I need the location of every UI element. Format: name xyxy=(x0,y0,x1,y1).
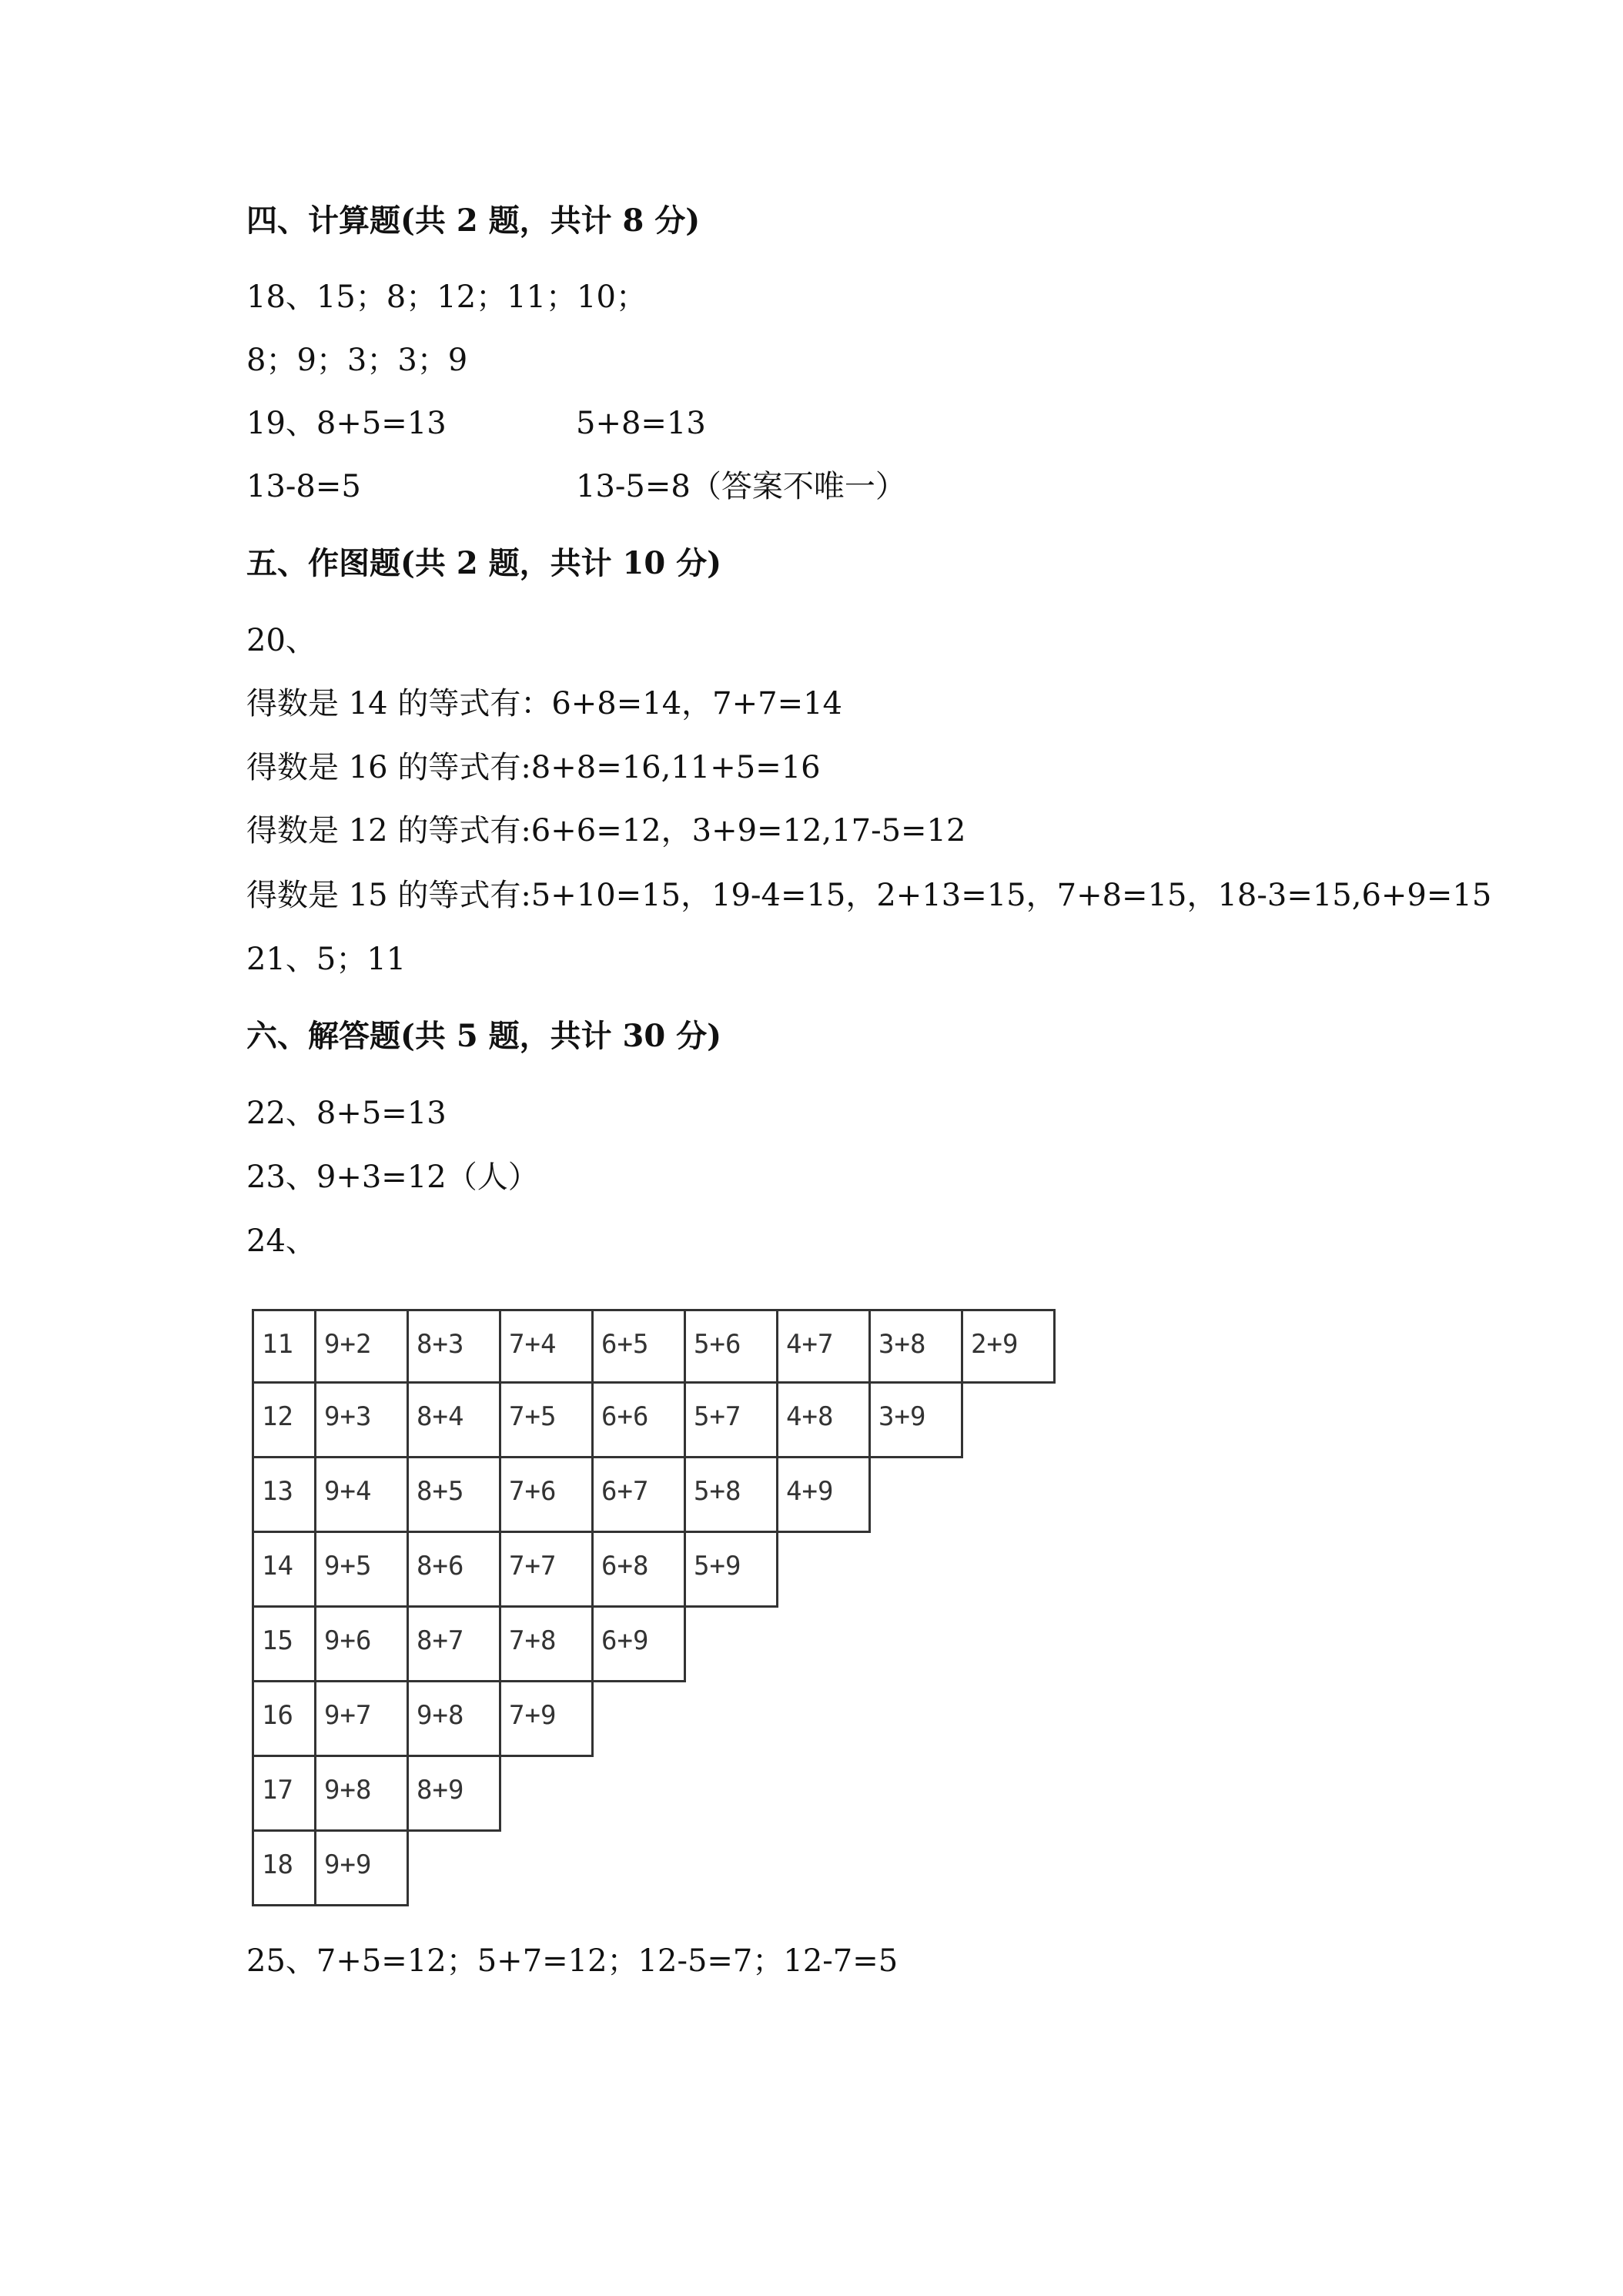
table-expression-cell: 5+9 xyxy=(684,1531,778,1608)
q20-line-4: 得数是 15 的等式有:5+10=15，19-4=15，2+13=15，7+8=15，18-3=15,6+9=15 xyxy=(246,878,1492,913)
table-expression-cell: 8+9 xyxy=(407,1755,501,1832)
table-expression-cell: 4+7 xyxy=(776,1309,871,1384)
q20-line-1: 得数是 14 的等式有：6+8=14，7+7=14 xyxy=(246,686,842,721)
q20-label: 20、 xyxy=(246,623,316,658)
table-expression-cell: 9+3 xyxy=(314,1381,409,1458)
q18-line-1: 18、15；8；12；11；10； xyxy=(246,279,647,315)
table-expression-cell: 6+9 xyxy=(591,1605,686,1682)
table-expression-cell: 9+4 xyxy=(314,1456,409,1533)
table-expression-cell: 4+8 xyxy=(776,1381,871,1458)
table-expression-cell: 8+6 xyxy=(407,1531,501,1608)
table-expression-cell: 7+4 xyxy=(499,1309,594,1384)
q19-line-1-right: 5+8=13 xyxy=(576,406,706,441)
q21-answer: 21、5；11 xyxy=(246,942,407,977)
table-expression-cell: 8+3 xyxy=(407,1309,501,1384)
q24-label: 24、 xyxy=(246,1223,316,1259)
table-expression-cell: 3+8 xyxy=(868,1309,963,1384)
table-expression-cell: 7+9 xyxy=(499,1680,594,1757)
q18-line-2: 8；9；3；3；9 xyxy=(246,343,468,378)
q20-line-3: 得数是 12 的等式有:6+6=12，3+9=12,17-5=12 xyxy=(246,813,966,848)
table-expression-cell: 9+8 xyxy=(407,1680,501,1757)
table-row-sum-cell: 13 xyxy=(252,1456,316,1533)
q19-line-1-left: 19、8+5=13 xyxy=(246,406,447,441)
table-row-sum-cell: 18 xyxy=(252,1829,316,1906)
table-expression-cell: 9+5 xyxy=(314,1531,409,1608)
table-row-sum-cell: 17 xyxy=(252,1755,316,1832)
table-row-sum-cell: 15 xyxy=(252,1605,316,1682)
table-expression-cell: 6+6 xyxy=(591,1381,686,1458)
table-expression-cell: 6+7 xyxy=(591,1456,686,1533)
table-expression-cell: 5+6 xyxy=(684,1309,778,1384)
table-expression-cell: 9+9 xyxy=(314,1829,409,1906)
table-expression-cell: 7+6 xyxy=(499,1456,594,1533)
q25-answer: 25、7+5=12；5+7=12；12-5=7；12-7=5 xyxy=(246,1943,899,1979)
table-expression-cell: 3+9 xyxy=(868,1381,963,1458)
table-row-sum-cell: 11 xyxy=(252,1309,316,1384)
section-4-heading: 四、计算题(共 2 题，共计 8 分) xyxy=(246,202,701,239)
q23-answer: 23、9+3=12（人） xyxy=(246,1160,539,1195)
q19-line-2-right: 13-5=8（答案不唯一） xyxy=(576,469,906,504)
table-expression-cell: 8+5 xyxy=(407,1456,501,1533)
table-row-sum-cell: 16 xyxy=(252,1680,316,1757)
table-expression-cell: 6+5 xyxy=(591,1309,686,1384)
q22-answer: 22、8+5=13 xyxy=(246,1096,447,1131)
table-expression-cell: 4+9 xyxy=(776,1456,871,1533)
section-5-heading: 五、作图题(共 2 题，共计 10 分) xyxy=(246,545,722,581)
table-expression-cell: 8+4 xyxy=(407,1381,501,1458)
table-expression-cell: 9+8 xyxy=(314,1755,409,1832)
table-row-sum-cell: 12 xyxy=(252,1381,316,1458)
section-6-heading: 六、解答题(共 5 题，共计 30 分) xyxy=(246,1018,722,1054)
table-expression-cell: 5+7 xyxy=(684,1381,778,1458)
table-row-sum-cell: 14 xyxy=(252,1531,316,1608)
table-expression-cell: 8+7 xyxy=(407,1605,501,1682)
table-expression-cell: 7+7 xyxy=(499,1531,594,1608)
table-expression-cell: 9+7 xyxy=(314,1680,409,1757)
table-expression-cell: 9+6 xyxy=(314,1605,409,1682)
table-expression-cell: 6+8 xyxy=(591,1531,686,1608)
table-expression-cell: 2+9 xyxy=(961,1309,1056,1384)
table-expression-cell: 7+5 xyxy=(499,1381,594,1458)
table-expression-cell: 9+2 xyxy=(314,1309,409,1384)
table-expression-cell: 5+8 xyxy=(684,1456,778,1533)
table-expression-cell: 7+8 xyxy=(499,1605,594,1682)
q19-line-2-left: 13-8=5 xyxy=(246,469,361,504)
q20-line-2: 得数是 16 的等式有:8+8=16,11+5=16 xyxy=(246,750,821,785)
